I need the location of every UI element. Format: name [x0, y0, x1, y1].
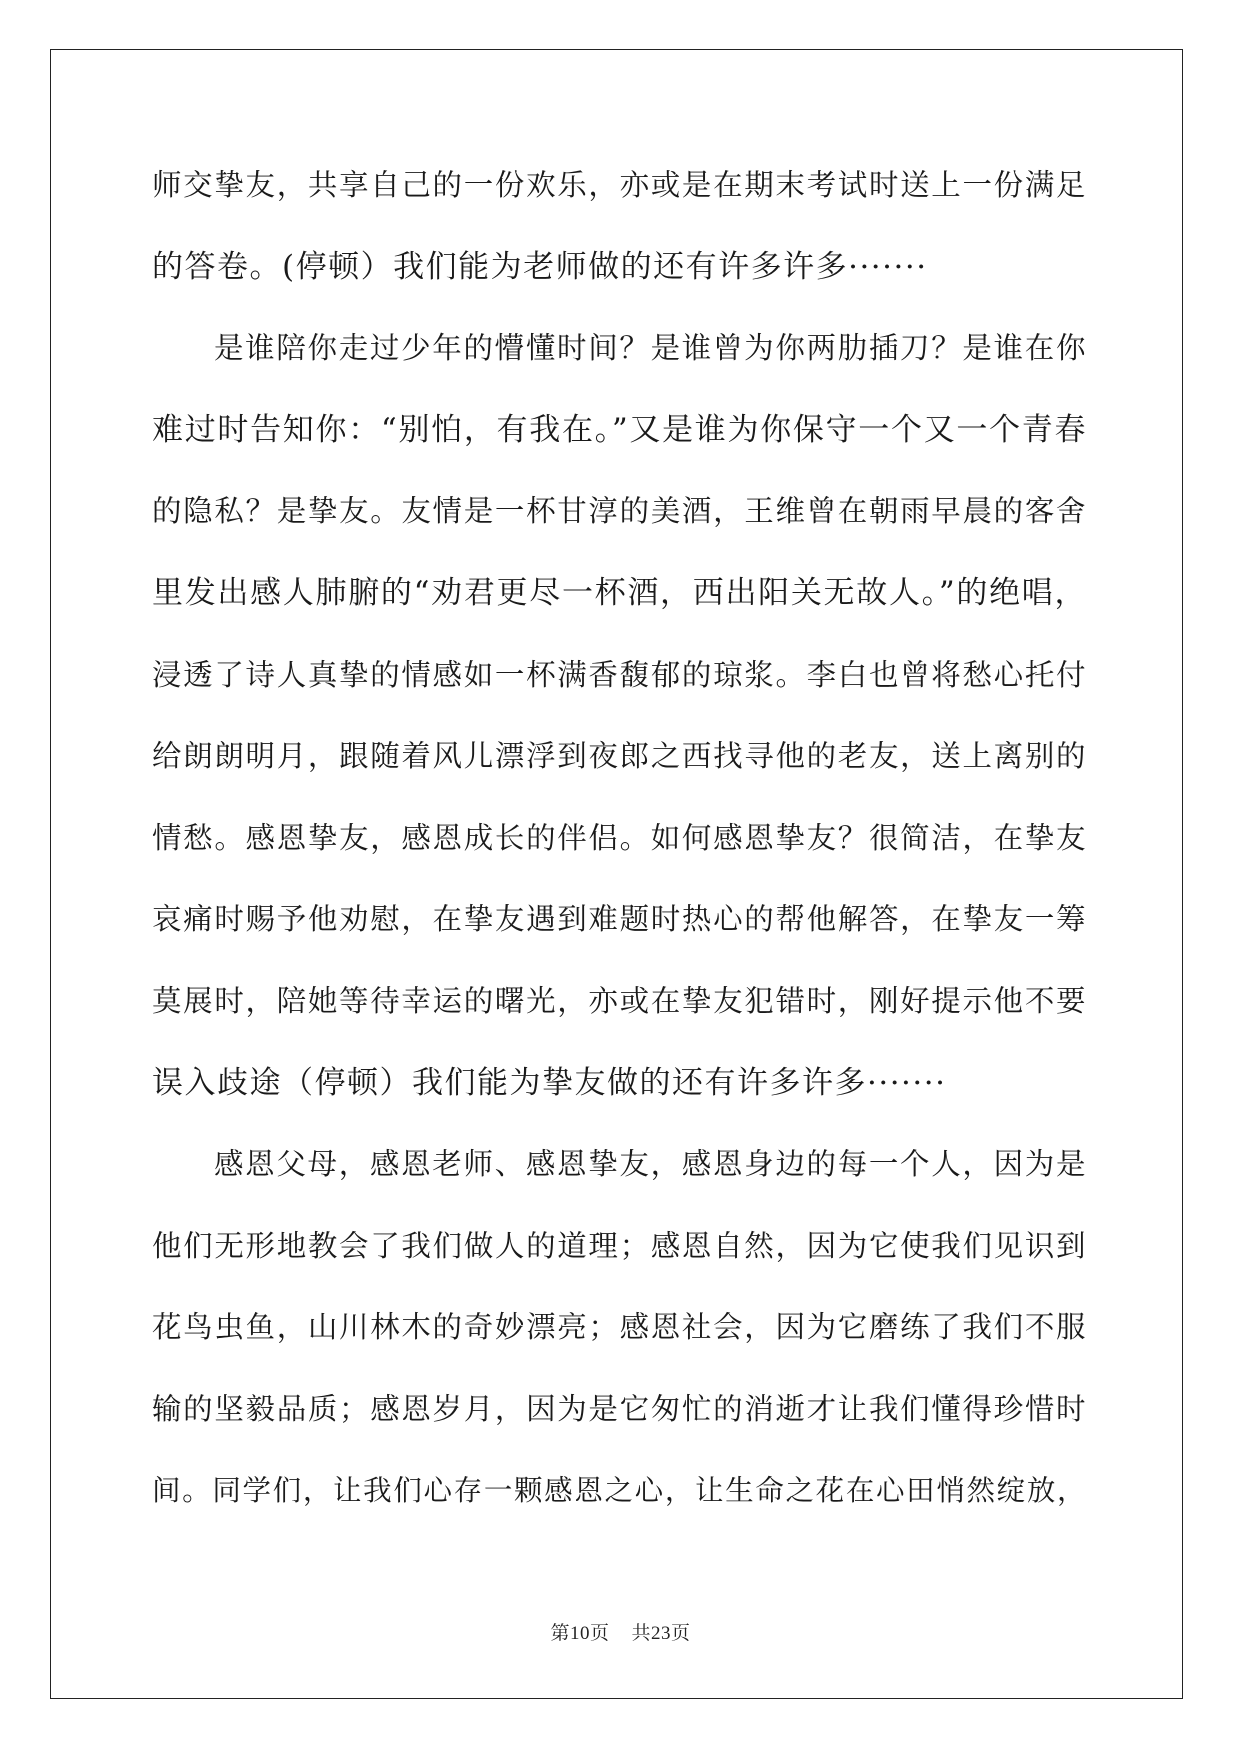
text-line: 是谁陪你走过少年的懵懂时间？是谁曾为你两肋插刀？是谁在你: [214, 331, 1087, 366]
text-line: 花鸟虫鱼，山川林木的奇妙漂亮；感恩社会，因为它磨练了我们不服: [152, 1310, 1087, 1345]
text-line: 师交挚友，共享自己的一份欢乐，亦或是在期末考试时送上一份满足: [152, 168, 1087, 202]
text-line: 难过时告知你：“别怕，有我在。”又是谁为你保守一个又一个青春: [152, 411, 1087, 448]
text-line: 情愁。感恩挚友，感恩成长的伴侣。如何感恩挚友？很简洁，在挚友: [152, 820, 1087, 855]
text-line: 浸透了诗人真挚的情感如一杯满香馥郁的琼浆。李白也曾将愁心托付: [152, 657, 1087, 692]
document-body: [152, 160, 1087, 1547]
text-line: 的答卷。(停顿）我们能为老师做的还有许多许多·······: [152, 248, 928, 285]
page-suffix: 页: [589, 1622, 610, 1644]
text-line: 感恩父母，感恩老师、感恩挚友，感恩身边的每一个人，因为是: [214, 1147, 1087, 1182]
page-footer: [0, 1618, 1241, 1645]
text-line: 误入歧途（停顿）我们能为挚友做的还有许多许多·······: [152, 1064, 947, 1101]
total-pages: 23: [651, 1623, 672, 1644]
page-prefix: 第: [550, 1622, 570, 1644]
text-line: 间。同学们，让我们心存一颗感恩之心，让生命之花在心田悄然绽放，: [152, 1473, 1087, 1507]
text-line: 哀痛时赐予他劝慰，在挚友遇到难题时热心的帮他解答，在挚友一筹: [152, 902, 1087, 937]
text-line: 的隐私？是挚友。友情是一杯甘淳的美酒，王维曾在朝雨早晨的客舍: [152, 494, 1087, 529]
page-number: 10: [569, 1623, 590, 1644]
text-line: 莫展时，陪她等待幸运的曙光，亦或在挚友犯错时，刚好提示他不要: [152, 983, 1087, 1018]
text-line: 给朗朗明月，跟随着风儿漂浮到夜郎之西找寻他的老友，送上离别的: [152, 739, 1087, 774]
total-prefix: 共: [631, 1622, 652, 1644]
text-line: 输的坚毅品质；感恩岁月，因为是它匆忙的消逝才让我们懂得珍惜时: [152, 1391, 1087, 1426]
total-suffix: 页: [671, 1622, 691, 1644]
text-line: 他们无形地教会了我们做人的道理；感恩自然，因为它使我们见识到: [152, 1228, 1087, 1263]
text-line: 里发出感人肺腑的“劝君更尽一杯酒，西出阳关无故人。”的绝唱，: [152, 574, 1087, 611]
